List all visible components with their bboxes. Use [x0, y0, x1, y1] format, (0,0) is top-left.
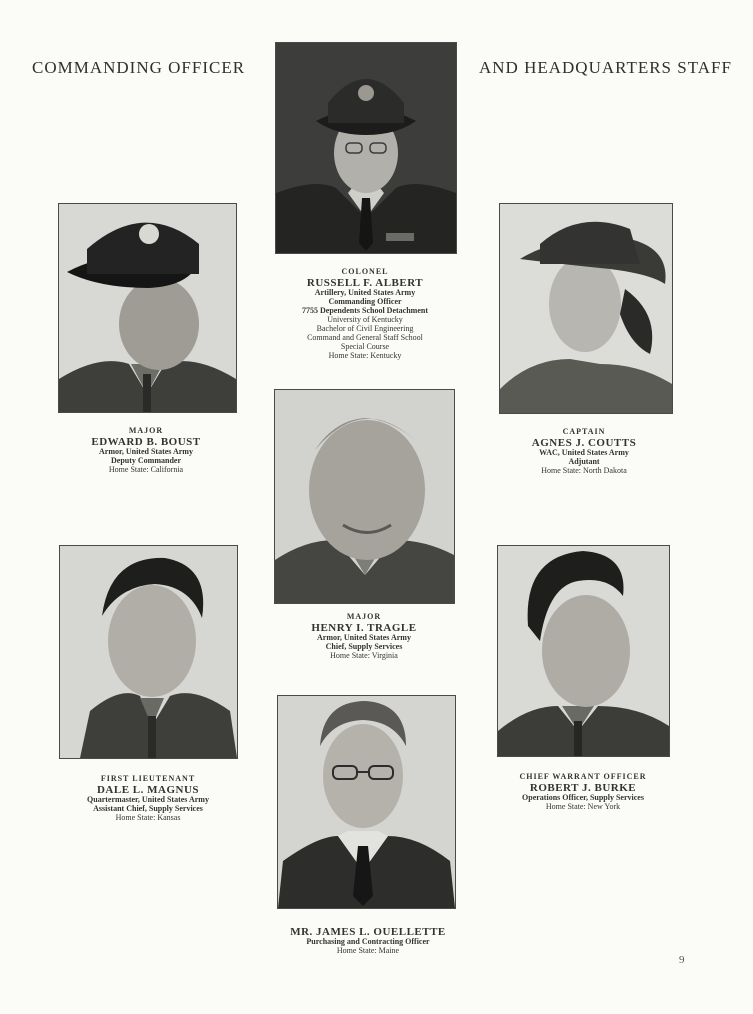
caption-line: Home State: Maine	[336, 946, 400, 956]
caption-line: Purchasing and Contracting Officer	[306, 937, 430, 947]
rank: MAJOR	[346, 612, 382, 621]
caption-magnus	[40, 775, 256, 823]
caption-line: Deputy Commander	[111, 456, 181, 466]
caption-line: Adjutant	[568, 457, 600, 467]
caption-burke	[476, 773, 690, 812]
portrait-burke	[497, 545, 670, 757]
caption-line: Command and General Staff School	[307, 333, 423, 343]
officer-name: DALE L. MAGNUS	[96, 783, 200, 796]
caption-line: Home State: New York	[545, 802, 621, 812]
officer-name: AGNES J. COUTTS	[531, 436, 637, 449]
caption-line: Home State: Virginia	[330, 651, 398, 661]
caption-line: Bachelor of Civil Engineering	[316, 324, 414, 334]
caption-line: Quartermaster, United States Army	[87, 795, 209, 805]
officer-name: MR. JAMES L. OUELLETTE	[290, 926, 446, 938]
portrait-magnus	[59, 545, 238, 759]
rank: MAJOR	[128, 426, 164, 435]
caption-line: Commanding Officer	[328, 297, 402, 307]
portrait-tragle	[274, 389, 455, 604]
caption-line: Home State: Kentucky	[328, 350, 402, 360]
caption-line: Chief, Supply Services	[325, 642, 403, 652]
rank: CHIEF WARRANT OFFICER	[519, 772, 647, 781]
caption-line: Operations Officer, Supply Services	[522, 793, 644, 803]
portrait-ouellette	[277, 695, 456, 909]
officer-name: HENRY I. TRAGLE	[311, 621, 417, 634]
caption-line: Special Course	[340, 341, 390, 351]
officer-name: RUSSELL F. ALBERT	[306, 276, 424, 289]
portrait-coutts	[499, 203, 673, 414]
caption-boust	[40, 427, 252, 475]
officer-name: EDWARD B. BOUST	[91, 435, 201, 448]
caption-albert	[258, 268, 472, 361]
officer-name: ROBERT J. BURKE	[529, 781, 637, 794]
caption-line: Armor, United States Army	[99, 447, 193, 457]
page-number: 9	[679, 954, 685, 966]
caption-line: 7755 Dependents School Detachment	[302, 306, 428, 316]
portrait-albert	[275, 42, 457, 254]
caption-line: Home State: North Dakota	[541, 466, 627, 476]
caption-tragle	[258, 613, 470, 661]
caption-line: Home State: California	[108, 465, 184, 475]
heading-headquarters-staff: AND HEADQUARTERS STAFF	[479, 58, 732, 77]
portrait-boust	[58, 203, 237, 413]
caption-line: University of Kentucky	[327, 315, 403, 325]
caption-line: Assistant Chief, Supply Services	[93, 804, 203, 814]
caption-line: WAC, United States Army	[539, 448, 629, 458]
caption-ouellette	[258, 926, 478, 956]
caption-coutts	[478, 428, 690, 476]
caption-line: Artillery, United States Army	[314, 288, 416, 298]
rank: FIRST LIEUTENANT	[100, 774, 196, 783]
caption-line: Armor, United States Army	[317, 633, 411, 643]
rank: COLONEL	[341, 267, 389, 276]
caption-line: Home State: Kansas	[115, 813, 181, 823]
heading-commanding-officer: COMMANDING OFFICER	[32, 58, 246, 77]
rank: CAPTAIN	[562, 427, 606, 436]
